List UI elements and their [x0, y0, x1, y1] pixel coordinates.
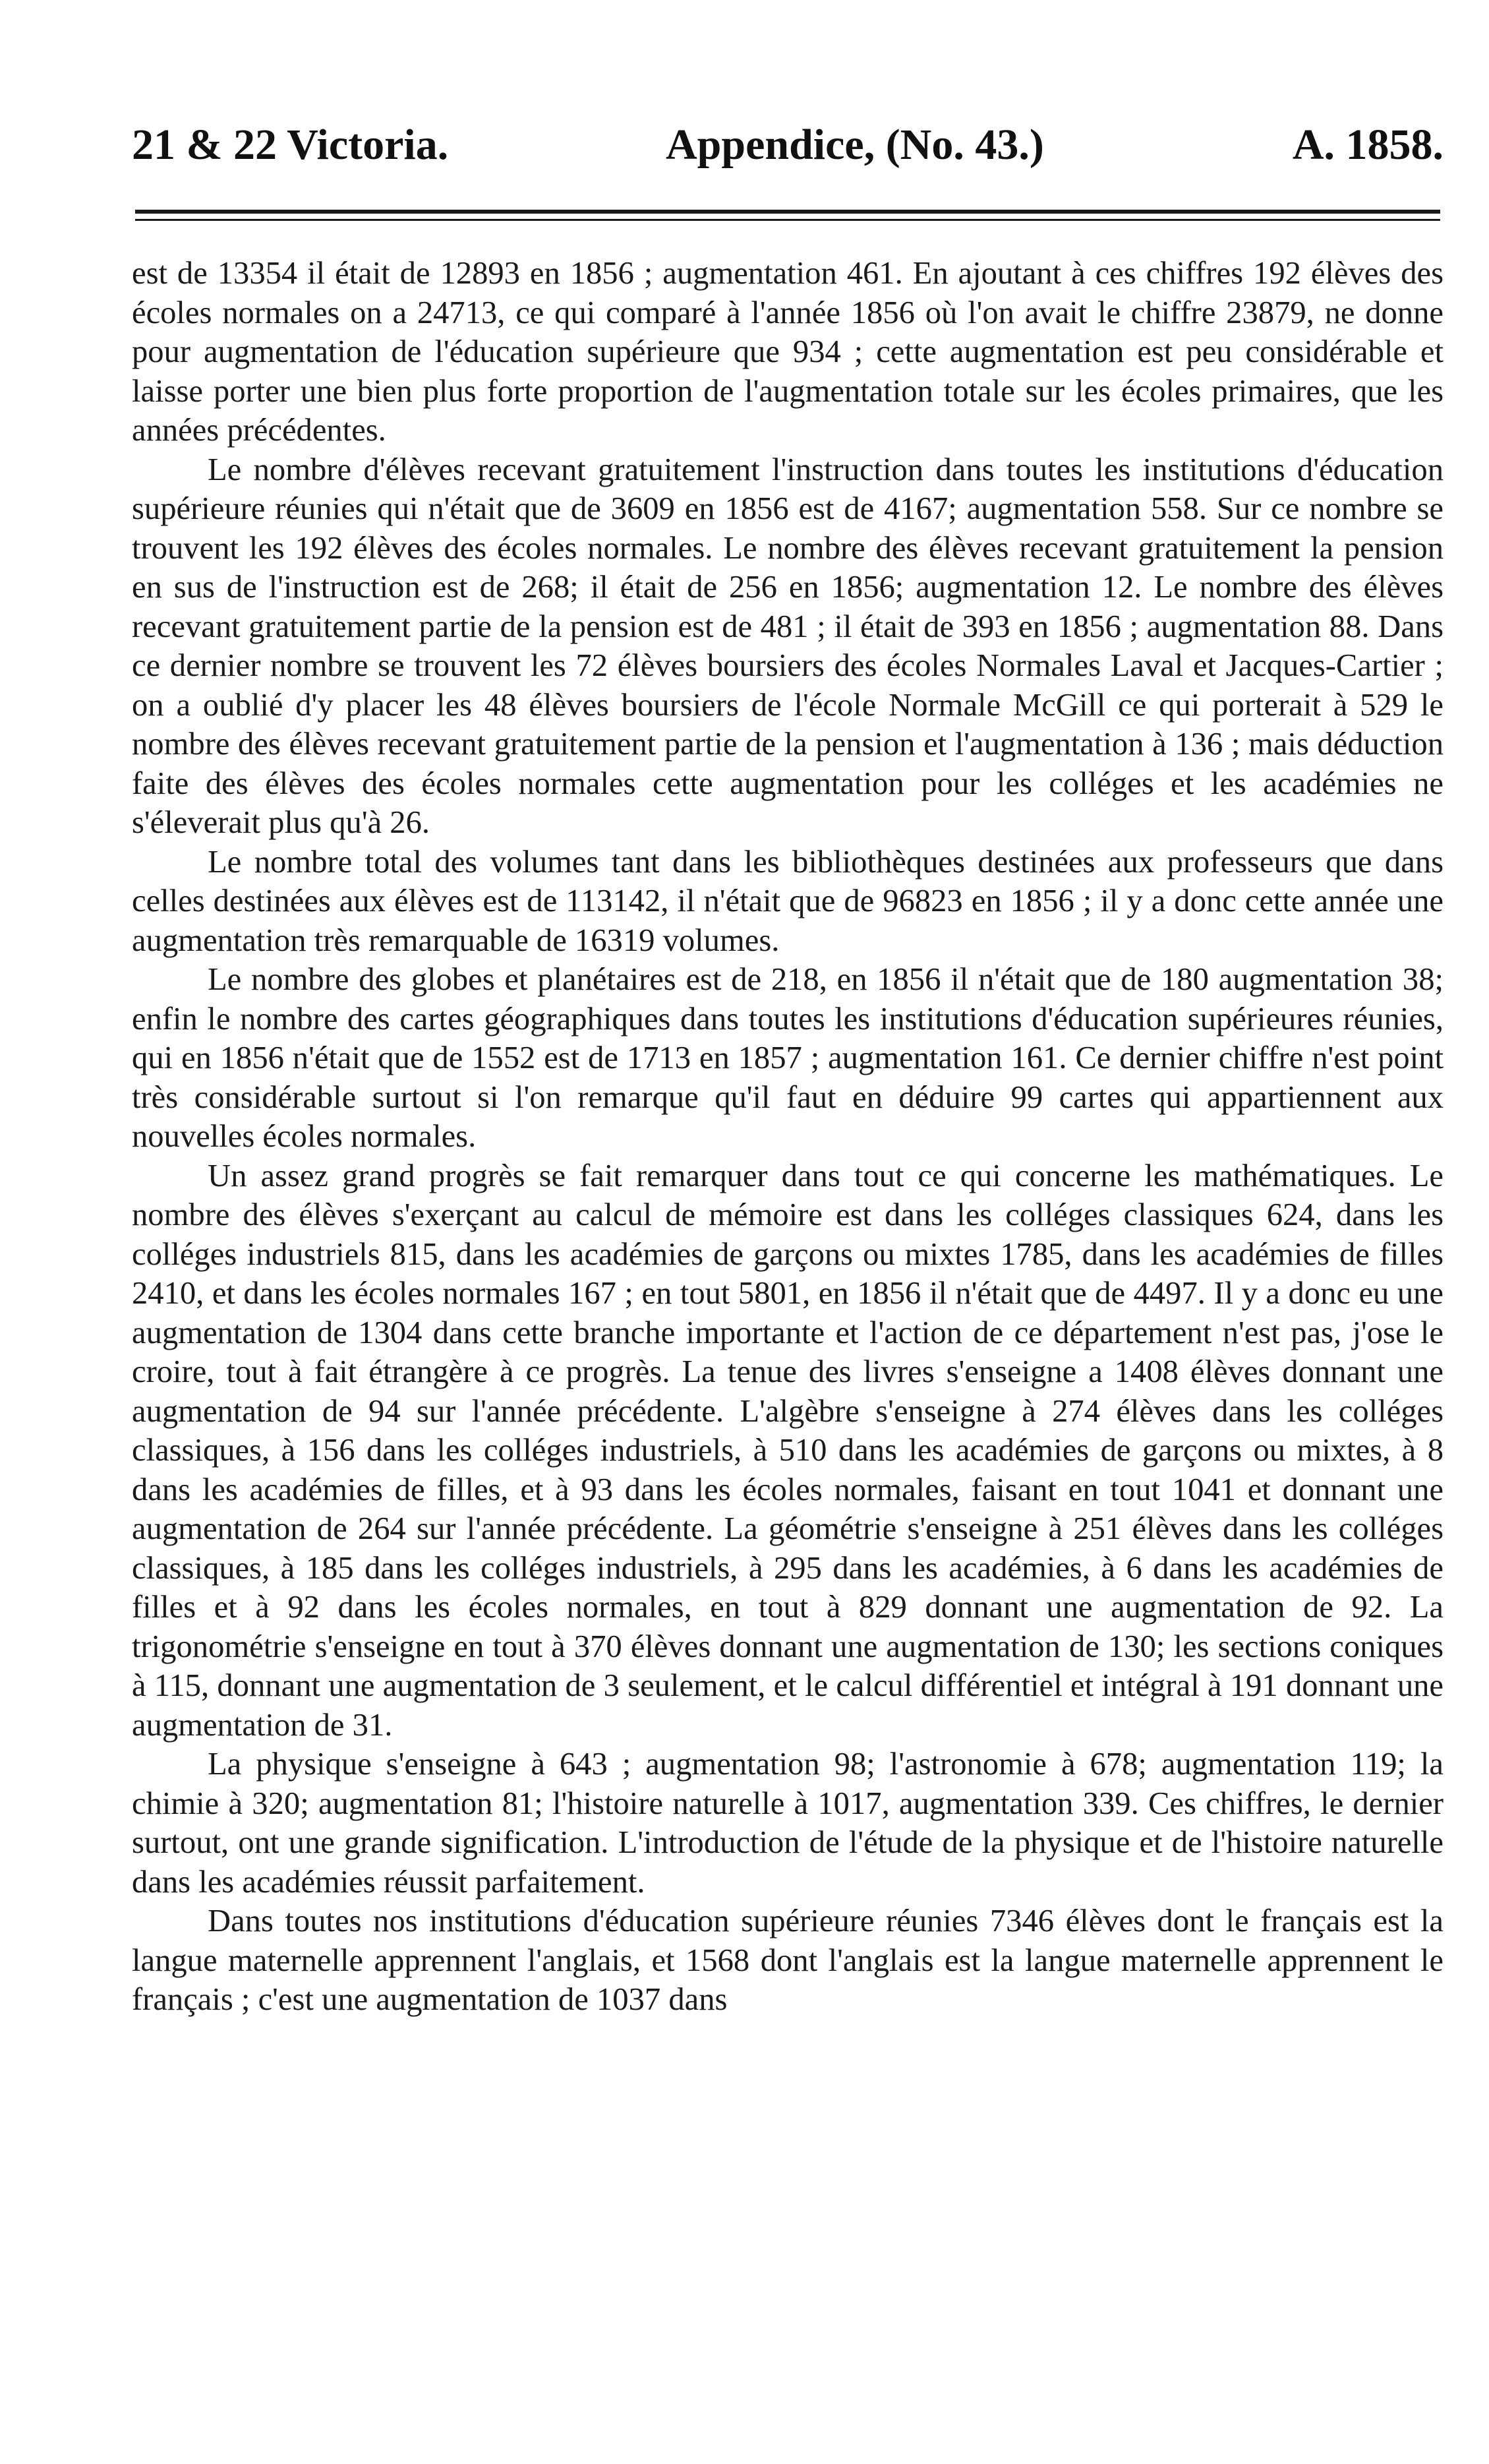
page-header — [132, 115, 1444, 175]
header-appendix: Appendice, (No. 43.) — [666, 121, 1044, 169]
header-year: A. 1858. — [1292, 121, 1444, 169]
header-session: 21 & 22 Victoria. — [132, 121, 449, 169]
header-rule-thin — [135, 219, 1440, 221]
paragraph: Le nombre total des volumes tant dans les bibliothèques destinées aux professeurs que dans celles destinées aux élèves est de 113142, il n'était que de 96823 en 1856 ; il y a donc cette année une augmentation très remarquable de 16319 volumes. — [132, 843, 1444, 958]
paragraph: est de 13354 il était de 12893 en 1856 ; augmentation 461. En ajoutant à ces chiffres 192 élèves des écoles normales on a 24713, ce qui comparé à l'année 1856 où l'on avait le chiffre 23879, ne donne pour augmentation de l'éducation supérieure que 934 ; cette augmentation est peu considérable et laisse porter une bien plus forte proportion de l'augmentation totale sur les écoles primaires, que les années précédentes. — [132, 255, 1444, 448]
body-text — [132, 254, 1444, 2020]
paragraph: Un assez grand progrès se fait remarquer dans tout ce qui concerne les mathématiques. Le nombre des élèves s'exerçant au calcul de mémoire est dans les colléges classiques 624, dans les colléges industriels 815, dans les académies de garçons ou mixtes 1785, dans les académies de filles 2410, et dans les écoles normales 167 ; en tout 5801, en 1856 il n'était que de 4497. Il y a donc eu une augmentation de 1304 dans cette branche importante et l'action de ce département n'est pas, j'ose le croire, tout à fait étrangère à ce progrès. La tenue des livres s'enseigne a 1408 élèves donnant une augmentation de 94 sur l'année précédente. L'algèbre s'enseigne à 274 élèves dans les colléges classiques, à 156 dans les colléges industriels, à 510 dans les académies de garçons ou mixtes, à 8 dans les académies de filles, et à 93 dans les écoles normales, faisant en tout 1041 et donnant une augmentation de 264 sur l'année précédente. La géométrie s'enseigne à 251 élèves dans les colléges classiques, à 185 dans les colléges industriels, à 295 dans les académies, à 6 dans les académies de filles et à 92 dans les écoles normales, en tout à 829 donnant une augmentation de 92. La trigonométrie s'enseigne en tout à 370 élèves donnant une augmentation de 130; les sections coniques à 115, donnant une augmentation de 3 seulement, et le calcul différentiel et intégral à 191 donnant une augmentation de 31. — [132, 1157, 1444, 1743]
paragraph: Le nombre d'élèves recevant gratuitement l'instruction dans toutes les institutions d'éducation supérieure réunies qui n'était que de 3609 en 1856 est de 4167; augmentation 558. Sur ce nombre se trouvent les 192 élèves des écoles normales. Le nombre des élèves recevant gratuitement la pension en sus de l'instruction est de 268; il était de 256 en 1856; augmentation 12. Le nombre des élèves recevant gratuitement partie de la pension est de 481 ; il était de 393 en 1856 ; augmentation 88. Dans ce dernier nombre se trouvent les 72 élèves boursiers des écoles Normales Laval et Jacques-Cartier ; on a oublié d'y placer les 48 élèves boursiers de l'école Normale McGill ce qui porterait à 529 le nombre des élèves recevant gratuitement partie de la pension et l'augmentation à 136 ; mais déduction faite des élèves des écoles normales cette augmentation pour les colléges et les académies ne s'éleverait plus qu'à 26. — [132, 451, 1444, 840]
header-rule-thick — [135, 210, 1440, 214]
paragraph: La physique s'enseigne à 643 ; augmentation 98; l'astronomie à 678; augmentation 119; la chimie à 320; augmentation 81; l'histoire naturelle à 1017, augmentation 339. Ces chiffres, le dernier surtout, ont une grande signification. L'introduction de l'étude de la physique et de l'histoire naturelle dans les académies réussit parfaitement. — [132, 1746, 1444, 1900]
paragraph: Le nombre des globes et planétaires est de 218, en 1856 il n'était que de 180 augmentation 38; enfin le nombre des cartes géographiques dans toutes les institutions d'éducation supérieures réunies, qui en 1856 n'était que de 1552 est de 1713 en 1857 ; augmentation 161. Ce dernier chiffre n'est point très considérable surtout si l'on remarque qu'il faut en déduire 99 cartes qui appartiennent aux nouvelles écoles normales. — [132, 961, 1444, 1154]
paragraph: Dans toutes nos institutions d'éducation supérieure réunies 7346 élèves dont le français est la langue maternelle apprennent l'anglais, et 1568 dont l'anglais est la langue maternelle apprennent le français ; c'est une augmentation de 1037 dans — [132, 1903, 1444, 2017]
